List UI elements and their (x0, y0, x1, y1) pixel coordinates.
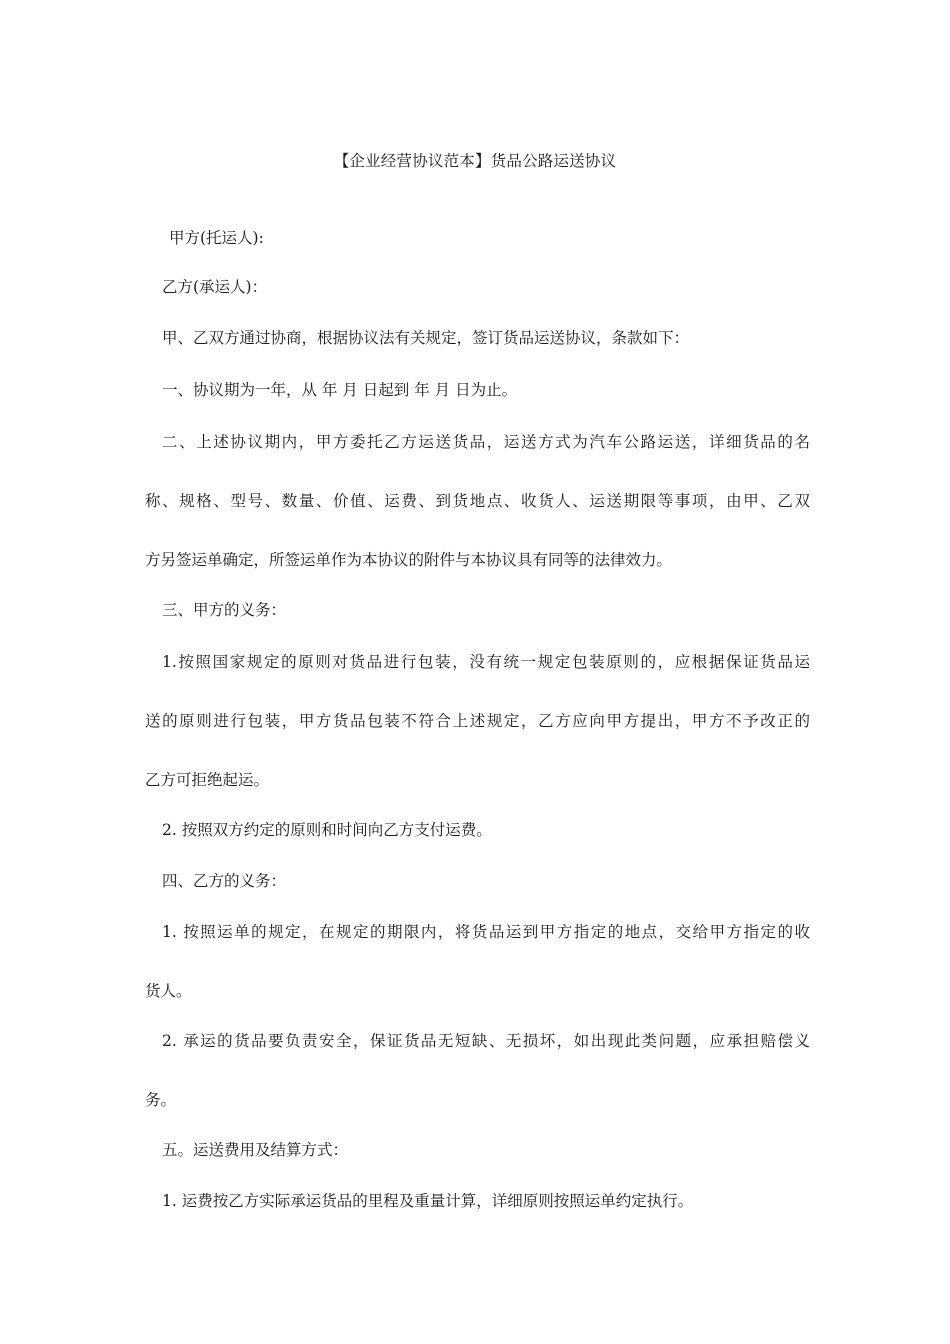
clause-3-2-line: 2. 按照双方约定的原则和时间向乙方支付运费。 (162, 821, 492, 839)
clause-1-line: 一、协议期为一年，从 年 月 日起到 年 月 日为止。 (162, 381, 518, 399)
clause-2-line-1: 二、上述协议期内，甲方委托乙方运送货品，运送方式为汽车公路运送，详细货品的名 (162, 433, 810, 451)
party-a-line: 甲方(托运人): (169, 229, 264, 247)
preamble-line: 甲、乙双方通过协商，根据协议法有关规定，签订货品运送协议，条款如下： (162, 329, 690, 347)
clause-5-1-line: 1. 运费按乙方实际承运货品的里程及重量计算，详细原则按照运单约定执行。 (162, 1192, 694, 1210)
section-4-heading: 四、乙方的义务： (162, 872, 287, 890)
clause-4-1-line-1: 1. 按照运单的规定，在规定的期限内，将货品运到甲方指定的地点，交给甲方指定的收 (162, 923, 810, 941)
clause-4-1-line-2: 货人。 (145, 982, 192, 1000)
section-3-heading: 三、甲方的义务： (162, 601, 287, 619)
clause-4-2-line-2: 务。 (145, 1091, 177, 1109)
party-b-line: 乙方(承运人)： (162, 278, 268, 296)
clause-3-1-line-2: 送的原则进行包装，甲方货品包装不符合上述规定，乙方应向甲方提出，甲方不予改正的 (145, 712, 810, 730)
clause-4-2-line-1: 2. 承运的货品要负责安全，保证货品无短缺、无损坏，如出现此类问题，应承担赔偿义 (162, 1032, 810, 1050)
clause-3-1-line-1: 1.按照国家规定的原则对货品进行包装，没有统一规定包装原则的，应根据保证货品运 (162, 653, 810, 671)
clause-2-line-2: 称、规格、型号、数量、价值、运费、到货地点、收货人、运送期限等事项，由甲、乙双 (145, 492, 810, 510)
clause-3-1-line-3: 乙方可拒绝起运。 (145, 771, 270, 789)
document-title: 【企业经营协议范本】货品公路运送协议 (333, 152, 617, 170)
section-5-heading: 五。运送费用及结算方式： (162, 1141, 349, 1159)
clause-2-line-3: 方另签运单确定，所签运单作为本协议的附件与本协议具有同等的法律效力。 (145, 551, 673, 569)
